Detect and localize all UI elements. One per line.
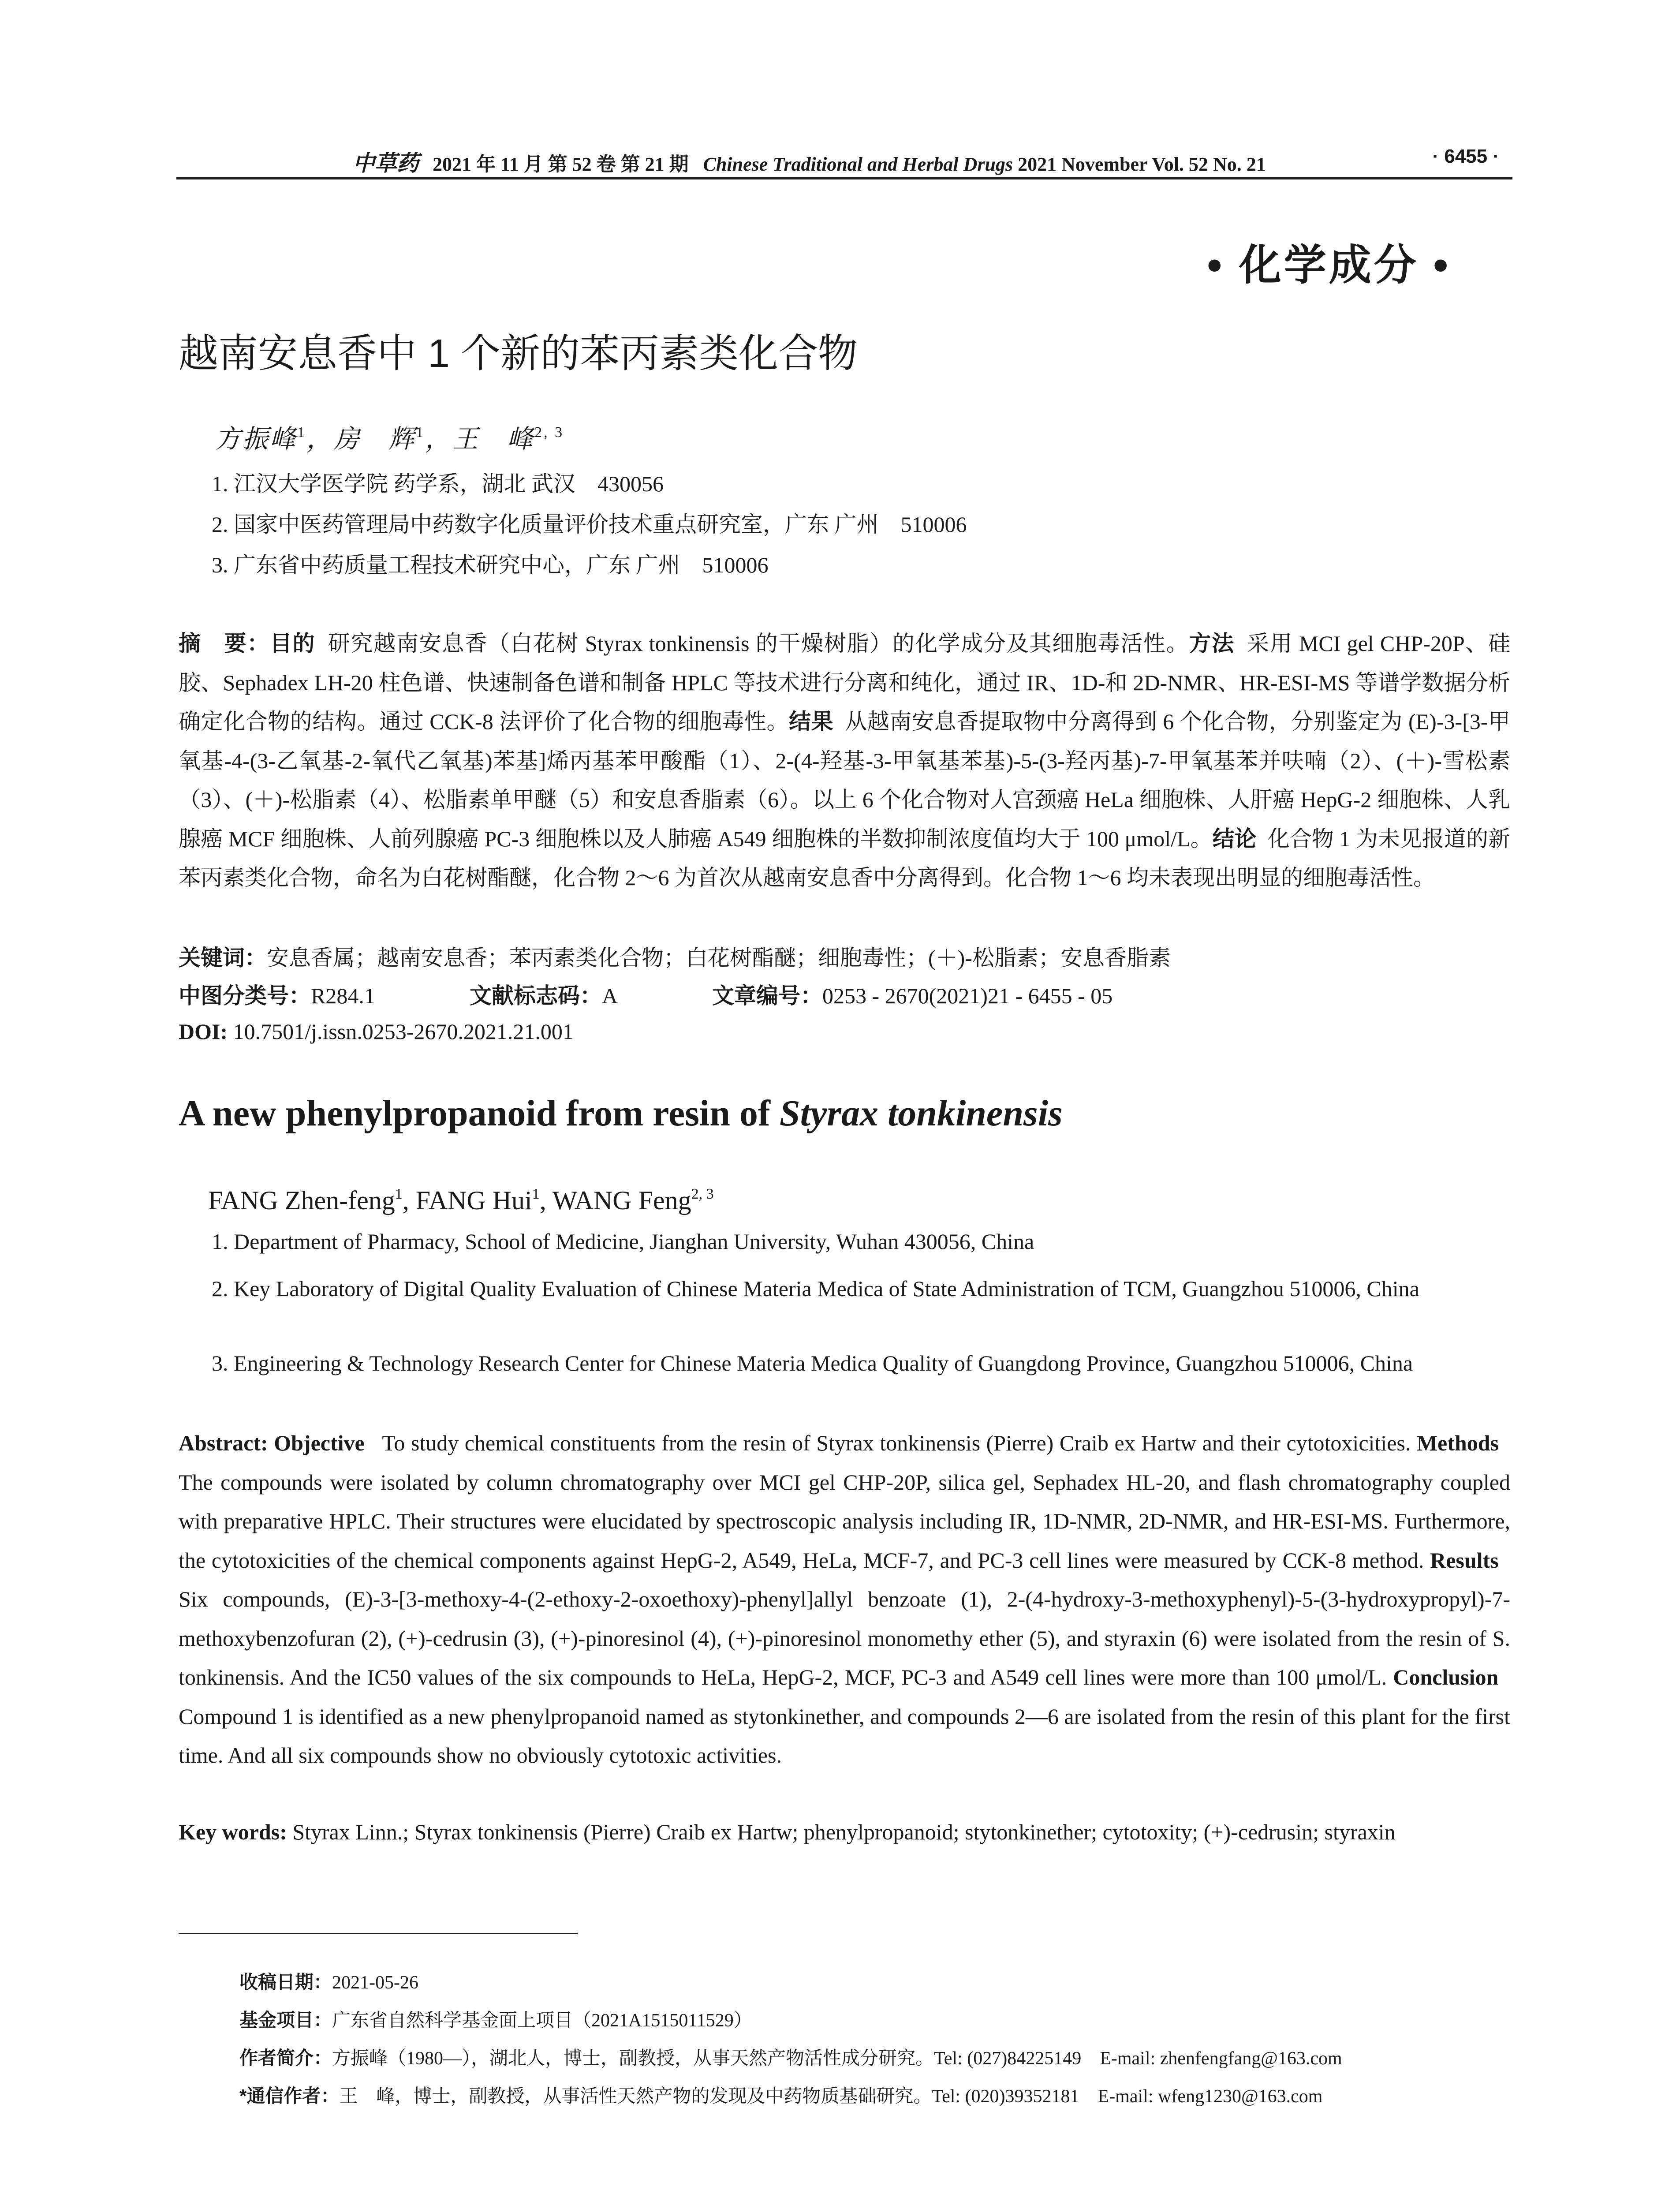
author-bio-label: 作者简介： [239,2048,332,2068]
footnote-fund [239,2006,752,2032]
author-name-en: FANG Hui [415,1186,532,1215]
section-label: • 化学成分 • [1207,242,1451,289]
abstract-en-label: Abstract: [179,1431,268,1455]
affiliation-cn: 1. 江汉大学医学院 药学系，湖北 武汉 430056 [212,471,664,496]
clc-value: R284.1 [311,983,375,1008]
article-number-label: 文章编号： [712,983,822,1008]
author-separator: ， [425,425,453,453]
methods-text: 采用 MCI gel CHP-20P、硅胶、Sephadex LH-20 柱色谱、快速制备色谱和制备 HPLC 等技术进行分离和纯化，通过 IR、1D-和 2D-NMR、HR-ESI-MS 等谱学数据分析确定化合物的结构。通过 CCK-8 法评价了化合物的细胞毒性。 [179,631,1511,734]
clc-label: 中图分类号： [179,983,311,1008]
running-header [176,146,1512,177]
article-title-en [179,1092,1063,1135]
author-separator: , [402,1186,416,1215]
doi-line [179,1019,574,1044]
objective-en-label: Objective [274,1431,365,1455]
affiliation-cn: 2. 国家中医药管理局中药数字化质量评价技术重点研究室，广东 广州 510006 [212,512,967,537]
author-separator: ， [306,425,334,453]
affiliation-en: 1. Department of Pharmacy, School of Medicine, Jianghan University, Wuhan 430056, China [212,1229,1034,1254]
journal-name-en: Chinese Traditional and Herbal Drugs [703,153,1013,175]
received-label: 收稿日期： [239,1972,332,1992]
footnote-received [239,1968,418,1994]
fund-text: 广东省自然科学基金面上项目（2021A1515011529） [332,2011,752,2031]
issue-en: 2021 November Vol. 52 No. 21 [1018,153,1266,175]
doc-code-label: 文献标志码： [470,983,602,1008]
article-title-cn: 越南安息香中 1 个新的苯丙素类化合物 [179,332,858,376]
author-affiliation-mark: 2, 3 [691,1186,714,1202]
affiliation-cn: 3. 广东省中药质量工程技术研究中心，广东 广州 510006 [212,553,769,577]
author-name-en: WANG Feng [552,1186,691,1215]
doi-value: 10.7501/j.issn.0253-2670.2021.21.001 [233,1019,574,1044]
methods-en-label: Methods [1416,1431,1499,1455]
author-name: 方振峰 [215,425,298,453]
doi-label: DOI: [179,1019,228,1044]
authors-cn [215,418,564,455]
corresponding-label: *通信作者： [239,2085,340,2106]
page-number: · 6455 · [1432,146,1499,167]
results-text: 从越南安息香提取物中分离得到 6 个化合物，分别鉴定为 (E)-3-[3-甲氧基-4-(3-乙氧基-2-氧代乙氧基)苯基]烯丙基苯甲酸酯（1）、2-(4-羟基-3-甲氧基苯基)-5-(3-羟丙基)-7-甲氧基苯并呋喃（2）、(＋)-雪松素（3）、(＋)-松脂素（4）、松脂素单甲醚（5）和安息香脂素（6）。以上 6 个化合物对人宫颈癌 HeLa 细胞株、人肝癌 HepG-2 细胞株、人乳腺癌 MCF 细胞株、人前列腺癌 PC-3 细胞株以及人肺癌 A549 细胞株的半数抑制浓度值均大于 100 μmol/L。 [179,709,1510,851]
author-name: 王 峰 [452,425,535,453]
footnote-corresponding-author [239,2082,1322,2108]
keywords-text: 安息香属；越南安息香；苯丙素类化合物；白花树酯醚；细胞毒性；(＋)-松脂素；安息香脂素 [267,946,1171,970]
results-label: 结果 [789,709,834,734]
keywords-cn [179,940,1171,972]
methods-label: 方法 [1189,631,1235,656]
article-number-value: 0253 - 2670(2021)21 - 6455 - 05 [822,983,1113,1008]
author-affiliation-mark: 1 [532,1186,540,1202]
keywords-en-text: Styrax Linn.; Styrax tonkinensis (Pierre) Craib ex Hartw; phenylpropanoid; stytonkinether; cytotoxity; (+)-cedrusin; styraxin [292,1820,1396,1844]
header-citation [353,146,1266,177]
methods-en-text: The compounds were isolated by column chromatography over MCI gel CHP-20P, silica gel, Sephadex HL-20, and flash chromatography coupled with preparative HPLC. Their structures were elucidated by spectroscopic analysis including IR, 1D-NMR, 2D-NMR, and HR-ESI-MS. Furthermore, the cytotoxicities of the chemical components against HepG-2, A549, HeLa, MCF-7, and PC-3 cell lines were measured by CCK-8 method. [179,1469,1510,1573]
author-name-en: FANG Zhen-feng [208,1186,395,1215]
author-bio-text: 方振峰（1980—），湖北人，博士，副教授，从事天然产物活性成分研究。Tel: (027)84225149 E-mail: zhenfengfang@163.com [332,2048,1342,2069]
author-separator: , [539,1186,553,1215]
abstract-en [179,1424,1510,1775]
abstract-cn [179,624,1510,897]
classification-line [179,978,1113,1010]
author-affiliation-mark: 1 [297,424,307,441]
footnote-rule [179,1933,578,1934]
keywords-label: 关键词： [179,946,267,970]
received-date: 2021-05-26 [332,1973,418,1993]
keywords-en-label: Key words: [179,1820,287,1844]
conclusion-label: 结论 [1212,826,1257,851]
objective-en-text: To study chemical constituents from the resin of Styrax tonkinensis (Pierre) Craib ex Hartw and their cytotoxicities. [382,1431,1411,1455]
conclusion-text: 化合物 1 为未见报道的新苯丙素类化合物，命名为白花树酯醚，化合物 2～6 为首次从越南安息香中分离得到。化合物 1～6 均未表现出明显的细胞毒活性。 [179,826,1511,890]
footnote-author-bio [239,2044,1342,2070]
title-en-main: A new phenylpropanoid from resin of [179,1093,780,1134]
affiliation-en: 3. Engineering & Technology Research Center for Chinese Materia Medica Quality of Guangdong Province, Guangzhou 510006, China [212,1351,1413,1375]
doc-code-value: A [602,983,618,1008]
author-name: 房 辉 [334,425,416,453]
objective-text: 研究越南安息香（白花树 Styrax tonkinensis 的干燥树脂）的化学成分及其细胞毒活性。 [328,631,1189,656]
objective-label: 目的 [269,631,316,656]
affiliation-en: 2. Key Laboratory of Digital Quality Evaluation of Chinese Materia Medica of State Administration of TCM, Guangzhou 510006, China [212,1276,1419,1301]
fund-label: 基金项目： [239,2010,332,2030]
author-affiliation-mark: 1 [416,424,426,441]
conclusion-en-text: Compound 1 is identified as a new phenylpropanoid named as stytonkinether, and compounds 2—6 are isolated from the resin of this plant for the first time. And all six compounds show no obviously cytotoxic activities. [179,1704,1510,1768]
author-affiliation-mark: 2, 3 [534,424,564,441]
results-en-label: Results [1430,1547,1499,1573]
results-en-text: Six compounds, (E)-3-[3-methoxy-4-(2-ethoxy-2-oxoethoxy)-phenyl]allyl benzoate (1), 2-(4-hydroxy-3-methoxyphenyl)-5-(3-hydroxypropyl)-7-methoxybenzofuran (2), (+)-cedrusin (3), (+)-pinoresinol (4), (+)-pinoresinol monomethy ether (5), and styraxin (6) were isolated from the resin of S. tonkinensis. And the IC50 values of the six compounds to HeLa, HepG-2, MCF, PC-3 and A549 cell lines were more than 100 μmol/L. [179,1587,1510,1689]
keywords-en [179,1813,1510,1851]
journal-name-cn: 中草药 [353,151,419,176]
issue-cn: 2021 年 11 月 第 52 卷 第 21 期 [433,153,689,175]
header-rule [176,177,1512,179]
author-affiliation-mark: 1 [395,1186,403,1202]
conclusion-en-label: Conclusion [1393,1665,1499,1689]
abstract-label: 摘 要： [179,631,270,656]
corresponding-text: 王 峰，博士，副教授，从事活性天然产物的发现及中药物质基础研究。Tel: (020)39352181 E-mail: wfeng1230@163.com [339,2086,1323,2107]
authors-en [208,1185,714,1216]
title-en-species: Styrax tonkinensis [779,1093,1063,1134]
